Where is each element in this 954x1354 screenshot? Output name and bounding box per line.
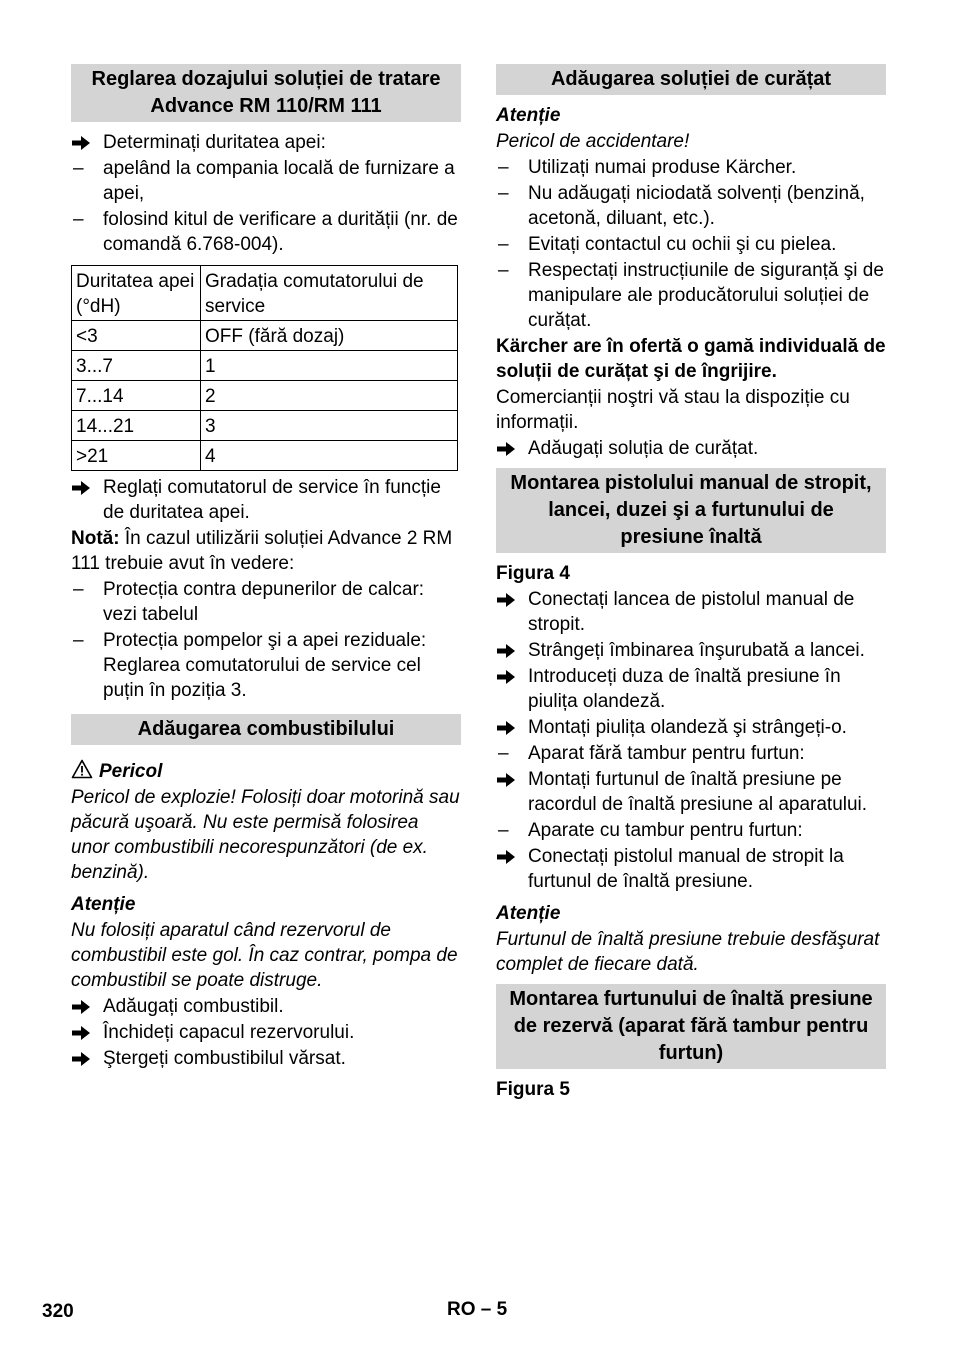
dash-item: – Protecția pompelor şi a apei reziduale: Reglarea comutatorului de service cel puțin în poziția 3. xyxy=(73,630,427,701)
danger-label: Pericol xyxy=(71,759,461,784)
step-item: Conectați pistolul manual de stropit la furtunul de înaltă presiune. xyxy=(496,844,886,894)
dash-item: – Utilizați numai produse Kärcher. xyxy=(498,157,797,178)
section-heading-cleaning-agent: Adăugarea soluției de curățat xyxy=(496,64,886,95)
figure-label: Figura 5 xyxy=(496,1079,570,1100)
hardness-table xyxy=(71,265,458,471)
table-header-cell: Duritatea apei (°dH) xyxy=(72,266,201,321)
dash-item: – Evitați contactul cu ochii şi cu pielea. xyxy=(498,234,837,255)
arrow-right-icon xyxy=(496,587,524,615)
caution-text: Furtunul de înaltă presiune trebuie desfăşurat complet de fiecare dată. xyxy=(496,929,880,975)
language-section-label: RO – 5 xyxy=(447,1299,508,1320)
table-header-row xyxy=(72,266,458,321)
caution-text: Nu folosiți aparatul când rezervorul de combustibil este gol. În caz contrar, pompa de combustibil se poate distruge. xyxy=(71,920,458,991)
dash-item: – Aparate cu tambur pentru furtun: xyxy=(498,820,803,841)
caution-text: Pericol de accidentare! xyxy=(496,131,690,152)
table-cell: 4 xyxy=(201,441,458,471)
section-heading-spare-hose: Montarea furtunului de înaltă presiune de rezervă (aparat fără tambur pentru furtun) xyxy=(496,984,886,1069)
section-heading-mounting: Montarea pistolului manual de stropit, lancei, duzei şi a furtunului de presiune înaltă xyxy=(496,468,886,553)
step-item: Închideți capacul rezervorului. xyxy=(71,1020,461,1045)
arrow-right-icon xyxy=(496,715,524,743)
arrow-right-icon xyxy=(496,664,524,692)
dash-item: – Protecția contra depunerilor de calcar: vezi tabelul xyxy=(73,579,425,625)
table-cell: 14...21 xyxy=(72,411,201,441)
table-row xyxy=(72,351,458,381)
caution-label: Atenție xyxy=(496,903,561,924)
step-item: Introduceți duza de înaltă presiune în piulița olandeză. xyxy=(496,664,886,714)
figure-label: Figura 4 xyxy=(496,563,570,584)
arrow-right-icon xyxy=(496,638,524,666)
table-cell: 3 xyxy=(201,411,458,441)
left-column xyxy=(71,64,461,1072)
arrow-right-icon xyxy=(71,1020,99,1048)
table-cell: 2 xyxy=(201,381,458,411)
step-item: Strângeți îmbinarea înşurubată a lancei. xyxy=(496,638,886,663)
table-row xyxy=(72,321,458,351)
bold-paragraph: Kärcher are în ofertă o gamă individuală de soluții de curățat şi de îngrijire. xyxy=(496,336,886,382)
table-row xyxy=(72,441,458,471)
arrow-right-icon xyxy=(71,475,99,503)
table-cell: 7...14 xyxy=(72,381,201,411)
table-row xyxy=(72,411,458,441)
dash-item: – Aparat fără tambur pentru furtun: xyxy=(498,743,805,764)
table-cell: 1 xyxy=(201,351,458,381)
step-item: Adăugați soluția de curățat. xyxy=(496,436,886,461)
dash-item: – folosind kitul de verificare a durității (nr. de comandă 6.768-004). xyxy=(73,209,458,255)
caution-label: Atenție xyxy=(71,894,136,915)
section-heading-dosing: Reglarea dozajului soluției de tratare Advance RM 110/RM 111 xyxy=(71,64,461,122)
step-item: Reglați comutatorul de service în funcție de duritatea apei. xyxy=(71,475,461,525)
dash-item: – apelând la compania locală de furnizare a apei, xyxy=(73,158,455,204)
arrow-right-icon xyxy=(496,436,524,464)
table-cell: <3 xyxy=(72,321,201,351)
table-cell: 3...7 xyxy=(72,351,201,381)
step-item: Montați furtunul de înaltă presiune pe racordul de înaltă presiune al aparatului. xyxy=(496,767,886,817)
table-cell: OFF (fără dozaj) xyxy=(201,321,458,351)
page-number: 320 xyxy=(42,1301,74,1322)
arrow-right-icon xyxy=(71,994,99,1022)
paragraph: Comercianții noştri vă stau la dispoziție cu informații. xyxy=(496,387,850,433)
note-paragraph: Notă: În cazul utilizării soluției Advance 2 RM 111 trebuie avut în vedere: xyxy=(71,528,453,574)
warning-triangle-icon xyxy=(71,759,93,779)
step-item: Determinați duritatea apei: xyxy=(71,130,461,155)
step-item: Ştergeți combustibilul vărsat. xyxy=(71,1046,461,1071)
step-item: Conectați lancea de pistolul manual de stropit. xyxy=(496,587,886,637)
table-header-cell: Gradația comutatorului de service xyxy=(201,266,458,321)
arrow-right-icon xyxy=(496,767,524,795)
table-cell: >21 xyxy=(72,441,201,471)
section-heading-fuel: Adăugarea combustibilului xyxy=(71,714,461,745)
dash-item: – Respectați instrucțiunile de siguranță şi de manipulare ale producătorului soluției de curățat. xyxy=(498,260,884,331)
arrow-right-icon xyxy=(496,844,524,872)
step-item: Adăugați combustibil. xyxy=(71,994,461,1019)
right-column xyxy=(496,64,886,1103)
table-row xyxy=(72,381,458,411)
caution-label: Atenție xyxy=(496,105,561,126)
dash-item: – Nu adăugați niciodată solvenți (benzină, acetonă, diluant, etc.). xyxy=(498,183,865,229)
step-item: Montați piulița olandeză şi strângeți-o. xyxy=(496,715,886,740)
arrow-right-icon xyxy=(71,130,99,158)
arrow-right-icon xyxy=(71,1046,99,1074)
danger-text: Pericol de explozie! Folosiți doar motorină sau păcură uşoară. Nu este permisă folosirea unor combustibili necorespunzători (de ex. benzină). xyxy=(71,787,460,883)
